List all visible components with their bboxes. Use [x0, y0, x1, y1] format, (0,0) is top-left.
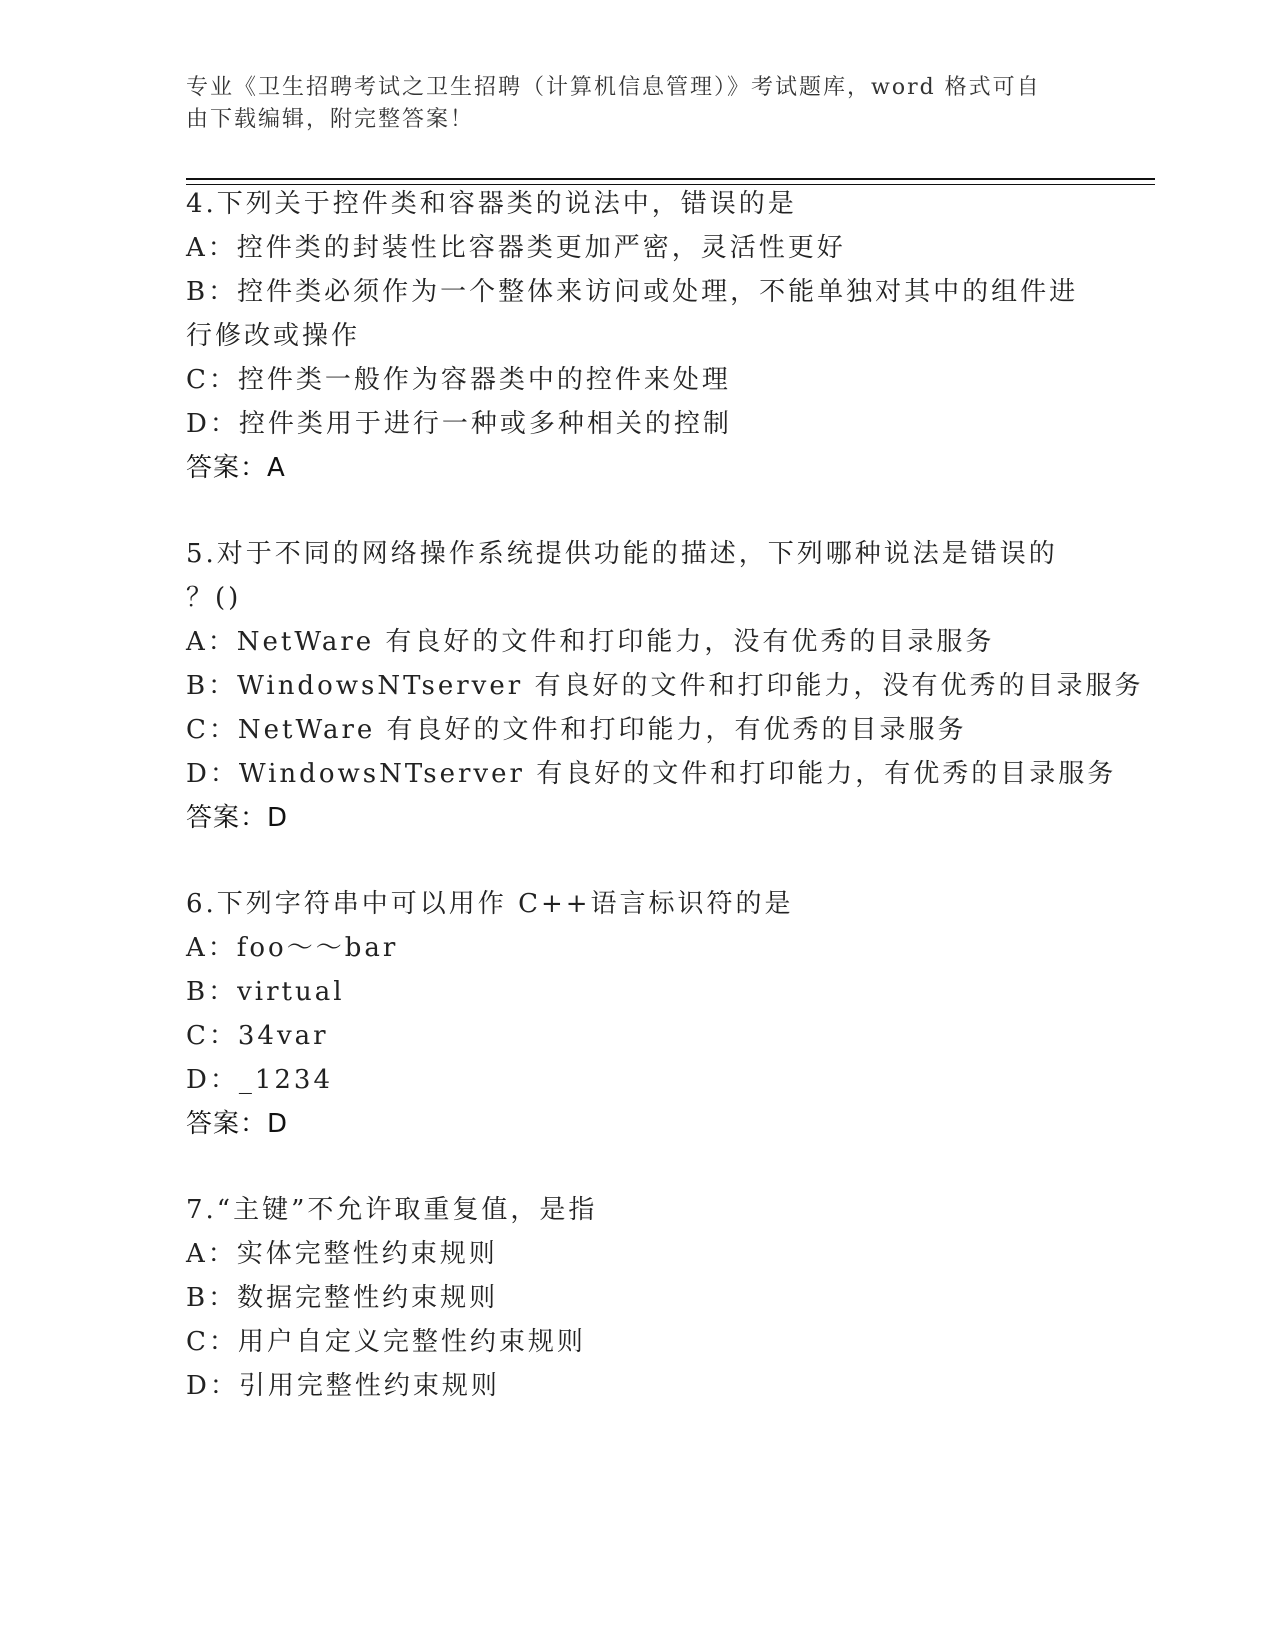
header-divider-thick: [186, 178, 1155, 180]
header-divider-thin: [186, 184, 1155, 185]
question-5-option-a: A：NetWare 有良好的文件和打印能力，没有优秀的目录服务: [186, 627, 995, 657]
question-4-option-a: A：控件类的封装性比容器类更加严密，灵活性更好: [186, 233, 846, 263]
question-4-text: 4.下列关于控件类和容器类的说法中，错误的是: [186, 189, 797, 219]
question-5-option-c: C：NetWare 有良好的文件和打印能力，有优秀的目录服务: [186, 715, 967, 745]
question-6-option-c: C：34var: [186, 1021, 329, 1051]
question-6-text: 6.下列字符串中可以用作 C++语言标识符的是: [186, 889, 794, 919]
question-7-option-a: A：实体完整性约束规则: [186, 1239, 498, 1269]
header-line-1: 专业《卫生招聘考试之卫生招聘（计算机信息管理）》考试题库，word 格式可自: [186, 75, 1041, 100]
question-5-answer: 答案：D: [186, 803, 289, 833]
question-4-option-b: B：控件类必须作为一个整体来访问或处理，不能单独对其中的组件进: [186, 277, 1079, 307]
question-4-option-d: D：控件类用于进行一种或多种相关的控制: [186, 409, 732, 439]
question-7-option-b: B：数据完整性约束规则: [186, 1283, 499, 1313]
question-7-option-c: C：用户自定义完整性约束规则: [186, 1327, 586, 1357]
question-5-text-continued: ？(): [186, 583, 242, 613]
question-4-answer: 答案：A: [186, 453, 286, 483]
question-6-answer: 答案：D: [186, 1109, 289, 1139]
question-5-option-b: B：WindowsNTserver 有良好的文件和打印能力，没有优秀的目录服务: [186, 671, 1144, 701]
question-4-option-c: C：控件类一般作为容器类中的控件来处理: [186, 365, 731, 395]
question-6-option-b: B：virtual: [186, 977, 345, 1007]
document-header: [186, 72, 1086, 136]
question-7-option-d: D：引用完整性约束规则: [186, 1371, 500, 1401]
question-6-option-d: D：_1234: [186, 1065, 334, 1095]
question-5-text: 5.对于不同的网络操作系统提供功能的描述，下列哪种说法是错误的: [186, 539, 1058, 569]
question-7-text: 7.“主键”不允许取重复值，是指: [186, 1195, 598, 1225]
question-5-option-d: D：WindowsNTserver 有良好的文件和打印能力，有优秀的目录服务: [186, 759, 1117, 789]
question-4-option-b-continued: 行修改或操作: [186, 321, 361, 351]
question-6-option-a: A：foo～～bar: [186, 933, 399, 963]
header-line-2: 由下载编辑，附完整答案！: [186, 107, 475, 132]
